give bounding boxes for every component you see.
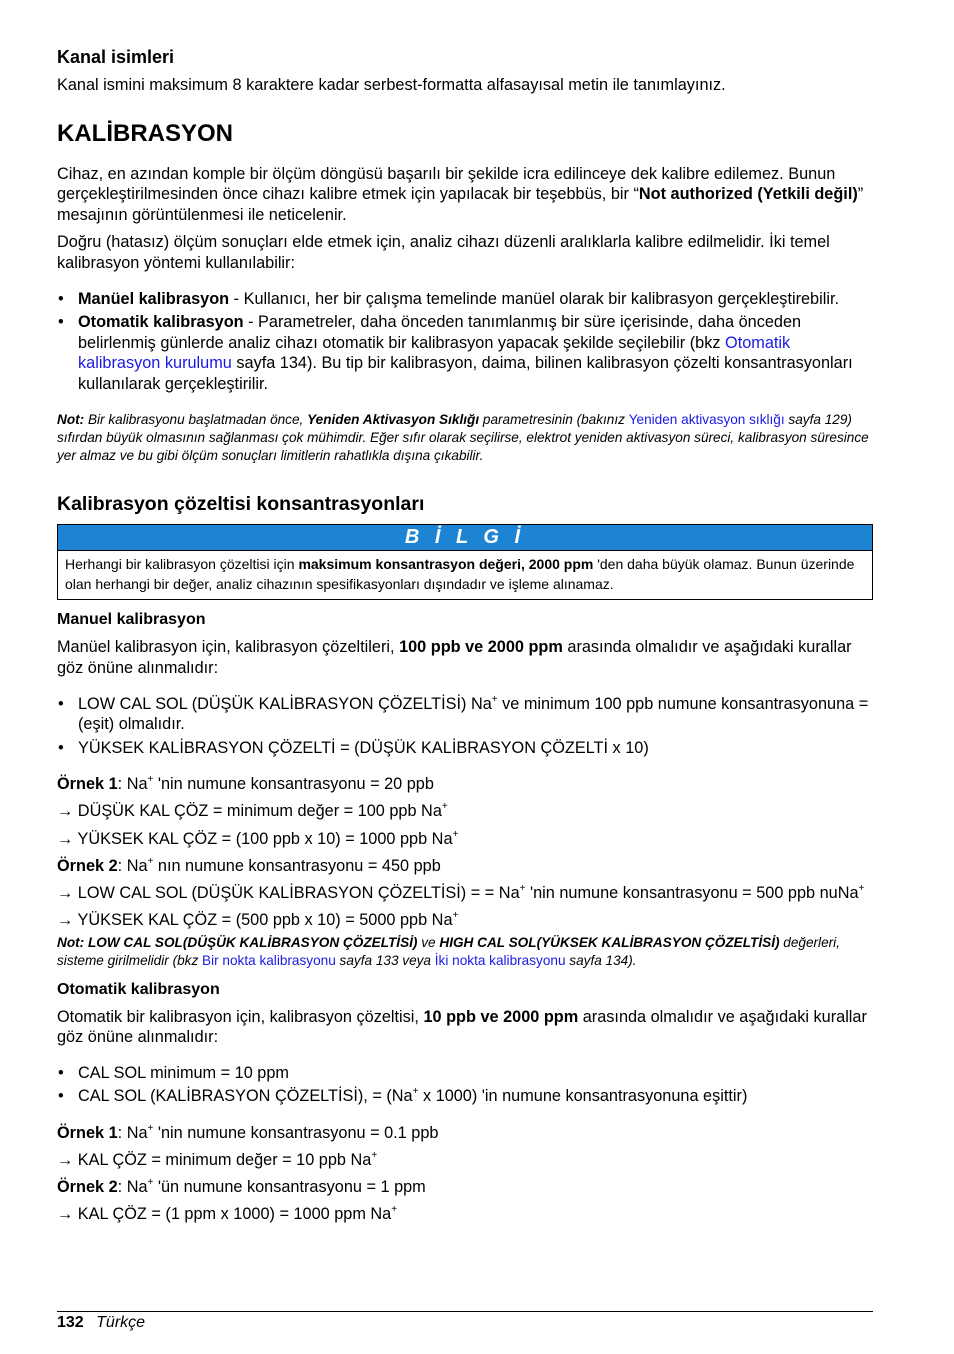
info-box-title: B İ L G İ <box>58 525 872 551</box>
calibration-paragraph-2: Doğru (hatasız) ölçüm sonuçları elde etmek için, analiz cihazı düzenli aralıklarla kalibre edilmelidir. İki temel kalibrasyon yöntemi kullanılabilir: <box>57 233 830 272</box>
kanal-heading: Kanal isimleri <box>57 47 175 67</box>
link-yeniden-aktivasyon-sikligi[interactable]: Yeniden aktivasyon sıklığı <box>628 411 785 427</box>
solutions-heading: Kalibrasyon çözeltisi konsantrasyonları <box>57 493 425 516</box>
kanal-text: Kanal ismini maksimum 8 karaktere kadar serbest-formatta alfasayısal metin ile tanımlayınız. <box>57 76 726 94</box>
list-item: • CAL SOL minimum = 10 ppm <box>57 1063 873 1084</box>
automatic-rules-list <box>57 1063 873 1107</box>
manual-intro: Manüel kalibrasyon için, kalibrasyon çözeltileri, 100 ppb ve 2000 ppm arasında olmalıdır ve aşağıdaki kurallar göz önüne alınmalıdır: <box>57 638 852 678</box>
calibration-methods-list <box>57 289 873 395</box>
page-number: 132 <box>57 1314 84 1331</box>
info-box <box>57 524 873 600</box>
automatic-intro: Otomatik bir kalibrasyon için, kalibrasyon çözeltisi, 10 ppb ve 2000 ppm arasında olmalıdır ve aşağıdaki kurallar göz önüne alınmalıdır: <box>57 1007 867 1047</box>
calibration-note: Not: Bir kalibrasyonu başlatmadan önce, Yeniden Aktivasyon Sıklığı parametresinin (bakınız Yeniden aktivasyon sıklığı sayfa 129) sıfırdan büyük olmasının sağlanması çok mühimdir. Eğer sıfır olarak seçilirse, elektrot yeniden aktivasyon süreci, kalibrasyon süresince yer almaz ve bu gibi ölçüm sonuçları limitlerin rahatlıkla dışına çıkabilir. <box>57 411 869 464</box>
automatic-example-2: Örnek 2: Na+ 'ün numune konsantrasyonu = 1 ppm <box>57 1177 426 1197</box>
manual-heading: Manuel kalibrasyon <box>57 611 206 629</box>
link-bir-nokta-kalibrasyonu[interactable]: Bir nokta kalibrasyonu <box>202 953 336 969</box>
manual-note: Not: LOW CAL SOL(DÜŞÜK KALİBRASYON ÇÖZELTİSİ) ve HIGH CAL SOL(YÜKSEK KALİBRASYON ÇÖZELTİSİ) değerleri, sisteme girilmelidir (bkz Bir nokta kalibrasyonu sayfa 133 veya İki nokta kalibrasyonu sayfa 134). <box>57 934 840 969</box>
list-item: • Manüel kalibrasyon - Kullanıcı, her bir çalışma temelinde manüel olarak bir kalibrasyon gerçekleştirebilir. <box>57 289 873 310</box>
manual-example-1-line-2: → YÜKSEK KAL ÇÖZ = (100 ppb x 10) = 1000 ppb Na+ <box>57 828 459 848</box>
automatic-example-2-line-1: → KAL ÇÖZ = (1 ppm x 1000) = 1000 ppm Na+ <box>57 1204 398 1224</box>
calibration-paragraph-1: Cihaz, en azından komple bir ölçüm döngüsü başarılı bir şekilde icra edilinceye dek kalibre edilemez. Bunun gerçekleştirilmesinden önce cihazı kalibre etmek için yapılacak bir teşebbüs, bir “Not authorized (Yetkili değil)” mesajının görüntülenmesi ile neticelenir. <box>57 164 864 224</box>
info-box-text: Herhangi bir kalibrasyon çözeltisi için maksimum konsantrasyon değeri, 2000 ppm 'den daha büyük olamaz. Bunun üzerinde olan herhangi bir değer, analiz cihazının spesifikasyonları dışındadır ve işleme alınamaz. <box>65 556 855 593</box>
manual-example-1: Örnek 1: Na+ 'nin numune konsantrasyonu = 20 ppb <box>57 774 434 794</box>
automatic-example-1-line-1: → KAL ÇÖZ = minimum değer = 10 ppb Na+ <box>57 1150 378 1170</box>
calibration-title: KALİBRASYON <box>57 119 234 147</box>
page-content <box>57 46 873 1225</box>
manual-example-2-line-2: → YÜKSEK KAL ÇÖZ = (500 ppb x 10) = 5000 ppb Na+ <box>57 910 459 930</box>
automatic-example-1: Örnek 1: Na+ 'nin numune konsantrasyonu = 0.1 ppb <box>57 1122 439 1142</box>
link-iki-nokta-kalibrasyonu[interactable]: İki nokta kalibrasyonu <box>434 953 566 969</box>
manual-example-2-line-1: → LOW CAL SOL (DÜŞÜK KALİBRASYON ÇÖZELTİSİ) = = Na+ 'nin numune konsantrasyonu = 500 ppb nuNa+ <box>57 883 865 903</box>
link-otomatik-kalibrasyon-kurulumu[interactable]: Otomatik kalibrasyon kurulumu <box>78 333 791 373</box>
list-item: • YÜKSEK KALİBRASYON ÇÖZELTİ = (DÜŞÜK KALİBRASYON ÇÖZELTİ x 10) <box>57 738 873 759</box>
list-item: • Otomatik kalibrasyon - Parametreler, daha önceden tanımlanmış bir süre içerisinde, daha önceden belirlenmiş günlerde analiz cihazı otomatik bir kalibrasyon yapacak şekilde seçilebilir (bkz Otomatik kalibrasyon kurulumu sayfa 134). Bu tip bir kalibrasyon, daima, bilinen kalibrasyon çözelti konsantrasyonları kullanılarak gerçekleştirilir. <box>57 312 873 394</box>
list-item: • LOW CAL SOL (DÜŞÜK KALİBRASYON ÇÖZELTİSİ) Na+ ve minimum 100 ppb numune konsantrasyonuna = (eşit) olmalıdır. <box>57 694 873 735</box>
manual-example-1-line-1: → DÜŞÜK KAL ÇÖZ = minimum değer = 100 ppb Na+ <box>57 801 448 821</box>
footer-language: Türkçe <box>96 1314 146 1331</box>
page-footer <box>57 1311 873 1333</box>
manual-example-2: Örnek 2: Na+ nın numune konsantrasyonu = 450 ppb <box>57 855 441 875</box>
manual-rules-list <box>57 694 873 759</box>
list-item: • CAL SOL (KALİBRASYON ÇÖZELTİSİ), = (Na+ x 1000) 'in numune konsantrasyonuna eşittir) <box>57 1086 873 1107</box>
automatic-heading: Otomatik kalibrasyon <box>57 980 220 998</box>
